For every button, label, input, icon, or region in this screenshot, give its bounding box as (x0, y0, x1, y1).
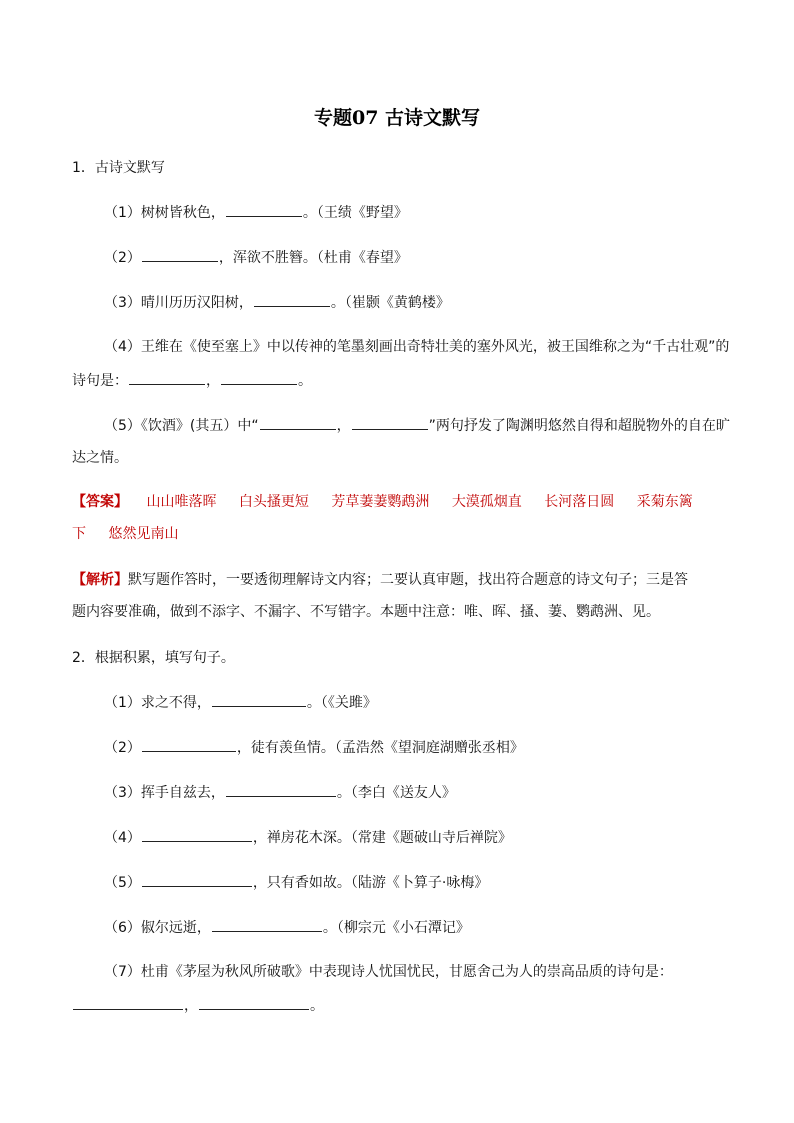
answer-blank[interactable] (212, 692, 306, 707)
q1-item-5-line2: 达之情。 (72, 450, 128, 466)
q2-item-4 (104, 827, 512, 848)
analysis-label: 【解析】 (72, 572, 128, 588)
answer-item: 下 (72, 526, 86, 542)
item-number: （6） (104, 920, 141, 936)
item-text-before: 挥手自兹去， (140, 785, 225, 801)
item-text-before: 诗句是： (72, 373, 128, 389)
answer-item: 芳草萋萋鹦鹉洲 (331, 494, 430, 510)
item-text-after: ，徒有羡鱼情。（孟浩然《望洞庭湖赠张丞相》 (236, 740, 524, 756)
answer-blank[interactable] (73, 995, 183, 1010)
q1-item-1 (104, 202, 408, 223)
answer-item: 采菊东篱 (636, 494, 693, 510)
answer-blank[interactable] (221, 370, 297, 385)
item-text-before: （5）《饮酒》(其五）中“ (104, 418, 259, 434)
answer-label: 【答案】 (72, 494, 128, 510)
analysis-line-2: 题内容要准确，做到不添字、不漏字、不写错字。本题中注意：唯、晖、搔、萋、鹦鹉洲、见。 (72, 604, 660, 620)
item-text-after: 。 (298, 373, 312, 389)
analysis-line-1 (72, 570, 688, 590)
q1-item-3 (104, 292, 450, 313)
q2-item-7-line1: （7）杜甫《茅屋为秋风所破歌》中表现诗人忧国忧民，甘愿舍己为人的崇高品质的诗句是： (104, 964, 673, 980)
item-text-after: 。（崔颢《黄鹤楼》 (330, 295, 450, 311)
item-text-mid: ， (206, 373, 220, 389)
item-text-after: 。 (310, 998, 324, 1014)
answer-item: 大漠孤烟直 (451, 494, 522, 510)
item-number: （3） (104, 785, 141, 801)
answer-blank[interactable] (226, 202, 302, 217)
item-number: （5） (104, 875, 141, 891)
answer-blank[interactable] (260, 415, 336, 430)
item-text-after: 。（王绩《野望》 (302, 205, 408, 221)
answer-blank[interactable] (199, 995, 309, 1010)
q1-item-4-line1: （4）王维在《使至塞上》中以传神的笔墨刻画出奇特壮美的塞外风光，被王国维称之为“千古壮观”的 (104, 339, 730, 355)
analysis-text: 默写题作答时，一要透彻理解诗文内容；二要认真审题，找出符合题意的诗文句子；三是答 (128, 572, 688, 588)
answer-item: 悠然见南山 (108, 526, 179, 542)
page-title: 专题07 古诗文默写 (313, 107, 481, 129)
item-number: （2） (104, 740, 141, 756)
item-text-after: 。（《关雎》 (306, 695, 377, 711)
answer-line-2 (72, 524, 178, 544)
item-text-after: ”两句抒发了陶渊明悠然自得和超脱物外的自在旷 (428, 418, 730, 434)
item-text-after: 。（柳宗元《小石潭记》 (322, 920, 470, 936)
answer-line-1 (72, 492, 693, 512)
answer-blank[interactable] (254, 292, 330, 307)
answer-blank[interactable] (142, 827, 252, 842)
q1-item-4-line2 (72, 370, 312, 391)
item-text-before: 树树皆秋色， (140, 205, 225, 221)
item-text-before: 晴川历历汉阳树， (140, 295, 253, 311)
answer-blank[interactable] (142, 247, 218, 262)
answer-blank[interactable] (142, 872, 252, 887)
item-text-after: ，浑欲不胜簪。（杜甫《春望》 (218, 250, 408, 266)
item-number: （3） (104, 295, 141, 311)
item-number: （1） (104, 695, 141, 711)
question-1-heading: 1．古诗文默写 (72, 160, 165, 176)
answer-item: 白头搔更短 (238, 494, 309, 510)
q2-item-7-line2 (72, 995, 324, 1016)
item-number: （2） (104, 250, 141, 266)
answer-item: 长河落日圆 (544, 494, 615, 510)
q1-item-5-line1 (104, 415, 730, 436)
item-text-before: 求之不得， (140, 695, 211, 711)
q2-item-3 (104, 782, 456, 803)
answer-item: 山山唯落晖 (146, 494, 217, 510)
item-text-after: ，禅房花木深。（常建《题破山寺后禅院》 (252, 830, 512, 846)
answer-blank[interactable] (212, 917, 322, 932)
item-text-after: ，只有香如故。（陆游《卜算子·咏梅》 (252, 875, 489, 891)
q2-item-6 (104, 917, 470, 938)
item-text-before: 俶尔远逝， (140, 920, 211, 936)
item-number: （1） (104, 205, 141, 221)
item-text-mid: ， (184, 998, 198, 1014)
question-2-heading: 2．根据积累，填写句子。 (72, 650, 235, 666)
item-text-mid: ， (336, 418, 351, 434)
answer-blank[interactable] (352, 415, 428, 430)
q2-item-2 (104, 737, 524, 758)
answer-blank[interactable] (142, 737, 236, 752)
q1-item-2 (104, 247, 408, 268)
answer-blank[interactable] (129, 370, 205, 385)
q2-item-1 (104, 692, 377, 713)
item-text-after: 。（李白《送友人》 (336, 785, 456, 801)
q2-item-5 (104, 872, 488, 893)
answer-blank[interactable] (226, 782, 336, 797)
item-number: （4） (104, 830, 141, 846)
